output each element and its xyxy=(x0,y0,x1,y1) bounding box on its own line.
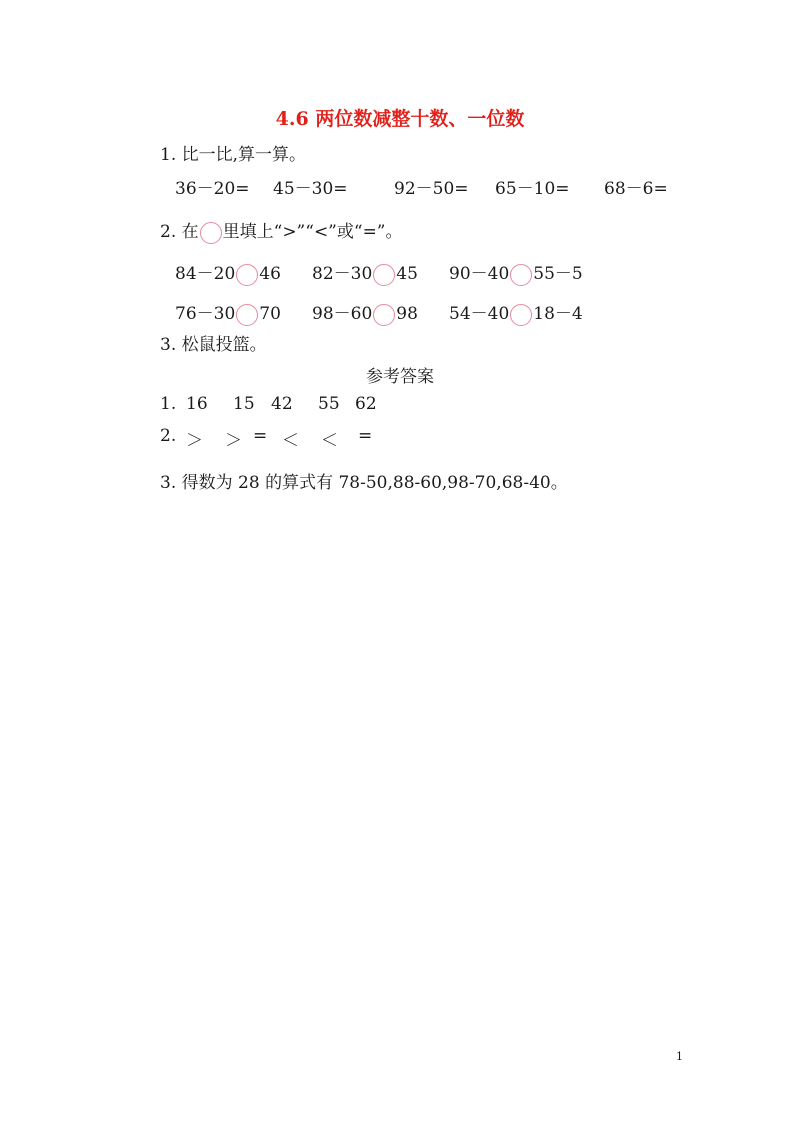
comparison-item xyxy=(175,299,281,326)
comparison-right: 46 xyxy=(259,264,281,284)
question-1-label: 1. 比一比,算一算。 xyxy=(160,145,307,165)
comparison-right: 45 xyxy=(396,264,418,284)
question-2-label xyxy=(160,217,403,244)
answer-value: 55 xyxy=(318,394,340,414)
answer-value: ＜ xyxy=(282,431,299,451)
comparison-right: 70 xyxy=(259,304,281,324)
q2-label-before: 2. 在 xyxy=(160,222,199,242)
comparison-item xyxy=(449,259,583,286)
answer-value: 16 xyxy=(186,394,208,414)
q1-item: 36－20= xyxy=(175,179,250,199)
answer-value: ＞ xyxy=(186,431,203,451)
answer-value: 62 xyxy=(355,394,377,414)
answers-title: 参考答案 xyxy=(366,367,434,387)
question-3-label: 3. 松鼠投篮。 xyxy=(160,335,267,355)
q2-label-after: 里填上“>”“<”或“=”。 xyxy=(222,222,403,242)
answer-circle[interactable] xyxy=(236,264,258,286)
answer-value: = xyxy=(253,426,268,446)
answer-circle[interactable] xyxy=(373,264,395,286)
answer-circle[interactable] xyxy=(236,304,258,326)
page-title: 4.6 两位数减整十数、一位数 xyxy=(275,108,525,130)
q1-item: 65－10= xyxy=(495,179,570,199)
comparison-item xyxy=(312,299,418,326)
answer-value: ＞ xyxy=(225,431,242,451)
page-number: 1 xyxy=(676,1050,683,1063)
comparison-left: 54－40 xyxy=(449,304,510,324)
answer-circle[interactable] xyxy=(510,264,532,286)
answer-3: 3. 得数为 28 的算式有 78-50,88-60,98-70,68-40。 xyxy=(160,473,568,493)
comparison-left: 84－20 xyxy=(175,264,236,284)
comparison-right: 55－5 xyxy=(533,264,583,284)
comparison-left: 98－60 xyxy=(312,304,373,324)
comparison-item xyxy=(312,259,418,286)
answer-circle[interactable] xyxy=(510,304,532,326)
answer-value: ＜ xyxy=(321,431,338,451)
blank-circle-icon xyxy=(200,222,222,244)
q1-item: 92－50= xyxy=(394,179,469,199)
answer-value: 42 xyxy=(271,394,293,414)
answer-value: = xyxy=(358,426,373,446)
q1-item: 68－6= xyxy=(604,179,668,199)
answer-circle[interactable] xyxy=(373,304,395,326)
comparison-left: 90－40 xyxy=(449,264,510,284)
comparison-right: 18－4 xyxy=(533,304,583,324)
comparison-left: 82－30 xyxy=(312,264,373,284)
comparison-item xyxy=(175,259,281,286)
q1-item: 45－30= xyxy=(273,179,348,199)
comparison-left: 76－30 xyxy=(175,304,236,324)
answer-value: 15 xyxy=(233,394,255,414)
answer-2-label: 2. xyxy=(160,426,177,446)
answer-1-label: 1. xyxy=(160,394,177,414)
comparison-item xyxy=(449,299,583,326)
comparison-right: 98 xyxy=(396,304,418,324)
